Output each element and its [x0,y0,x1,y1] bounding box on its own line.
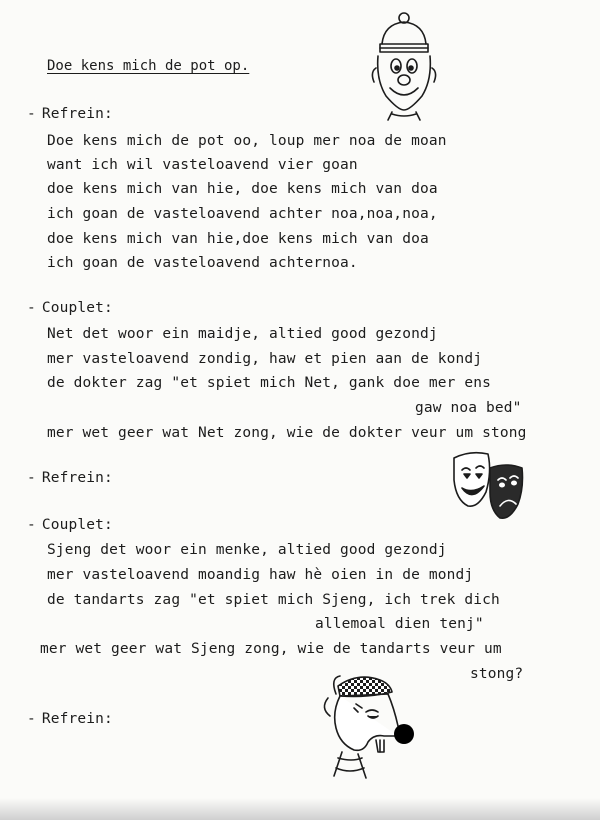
lyric-line: mer vasteloavend zondig, haw et pien aan de kondj [47,351,483,367]
section-heading-couplet-2: - Couplet: [27,517,113,533]
lyric-line: mer wet geer wat Sjeng zong, wie de tandarts veur um [40,641,502,657]
lyric-line: want ich wil vasteloavend vier goan [47,157,358,173]
lyric-line: de dokter zag "et spiet mich Net, gank doe mer ens [47,375,491,391]
lyric-line: de tandarts zag "et spiet mich Sjeng, ich trek dich [47,592,500,608]
lyric-line: allemoal dien tenj" [315,616,484,632]
lyric-line: doe kens mich van hie,doe kens mich van doa [47,231,429,247]
lyric-line: Doe kens mich de pot oo, loup mer noa de moan [47,133,447,149]
lyric-line: mer wet geer wat Net zong, wie de dokter veur um stong [47,425,527,441]
paper-edge-shadow [0,798,600,820]
theater-masks-icon [448,448,528,524]
lyric-line: mer vasteloavend moandig haw hè oien in de mondj [47,567,474,583]
section-heading-refrein-3: - Refrein: [27,711,113,727]
lyric-line: ich goan de vasteloavend achter noa,noa,noa, [47,206,438,222]
section-heading-couplet-1: - Couplet: [27,300,113,316]
song-title: Doe kens mich de pot op. [47,58,250,74]
cartoon-mouse-icon [318,668,418,782]
section-heading-refrein-1: - Refrein: [27,106,113,122]
lyric-line: gaw noa bed" [415,400,522,416]
lyric-line: ich goan de vasteloavend achternoa. [47,255,358,271]
lyric-line: Sjeng det woor ein menke, altied good gezondj [47,542,447,558]
clown-face-icon [368,10,440,122]
lyric-line: stong? [470,666,524,682]
section-heading-refrein-2: - Refrein: [27,470,113,486]
lyric-line: doe kens mich van hie, doe kens mich van doa [47,181,438,197]
lyric-line: Net det woor ein maidje, altied good gezondj [47,326,438,342]
